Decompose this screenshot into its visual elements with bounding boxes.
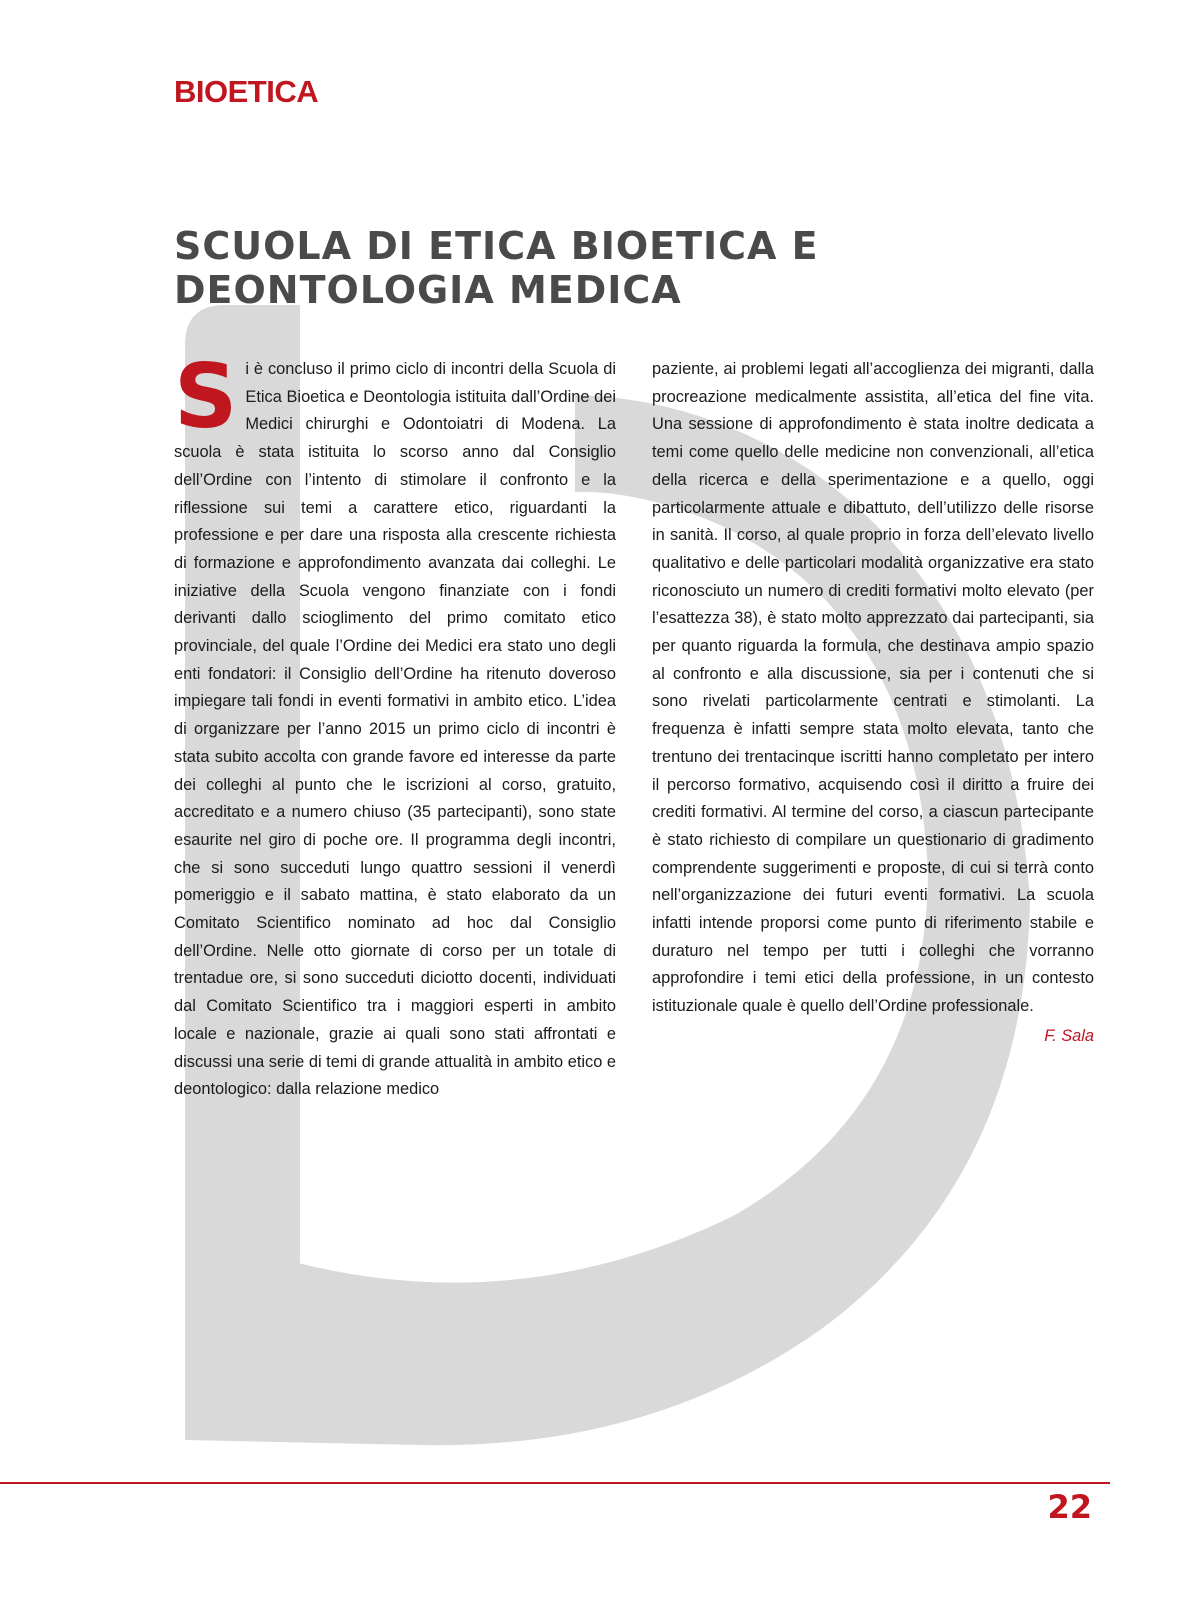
article-body (174, 345, 1094, 1104)
footer-divider (0, 1482, 1110, 1484)
text-column-left (174, 345, 616, 1104)
paragraph-left (174, 345, 616, 1104)
text-column-right (652, 356, 1094, 1104)
page-number: 22 (1047, 1488, 1092, 1526)
article-title (174, 224, 1074, 312)
article-title-line-2: DEONTOLOGIA MEDICA (174, 268, 682, 312)
paragraph-right: paziente, ai problemi legati all’accoglienza dei migranti, dalla procreazione medicalmente assistita, all’etica del fine vita. Una sessione di approfondimento è stata inoltre dedicata a temi come quello delle medicine non convenzionali, all’etica della ricerca e della sperimentazione e a quello, oggi particolarmente attuale e dibattuto, dell’utilizzo delle risorse in sanità. Il corso, al quale proprio in forza dell’elevato livello qualitativo e delle particolari modalità organizzative era stato riconosciuto un numero di crediti formativi molto elevato (per l’esattezza 38), è stato molto apprezzato dai partecipanti, sia per quanto riguarda la formula, che destinava ampio spazio al confronto e alla discussione, sia per i contenuti che si sono rivelati particolarmente centrati e stimolanti. La frequenza è infatti sempre stata molto elevata, tanto che trentuno dei trentacinque iscritti hanno completato per intero il percorso formativo, acquisendo così il diritto a fruire dei crediti formativi. Al termine del corso, a ciascun partecipante è stato richiesto di compilare un questionario di gradimento comprendente suggerimenti e proposte, di cui si terrà conto nell’organizzazione dei futuri eventi formativi. La scuola infatti intende proporsi come punto di riferimento stabile e duraturo nel tempo per tutti i colleghi che vorranno approfondire i temi etici della professione, in un contesto istituzionale quale è quello dell’Ordine professionale. (652, 360, 1094, 1016)
drop-cap: S (174, 345, 238, 448)
author-signature: F. Sala (1044, 1026, 1094, 1045)
article-title-line-1: SCUOLA DI ETICA BIOETICA E (174, 224, 819, 268)
column-left-text: i è concluso il primo ciclo di incontri della Scuola di Etica Bioetica e Deontologia istituita dall’Ordine dei Medici chirurghi e Odontoiatri di Modena. La scuola è stata istituita lo scorso anno dal Consiglio dell’Ordine con l’intento di stimolare il confronto e la riflessione sui temi a carattere etico, riguardanti la professione e per dare una risposta alla crescente richiesta di formazione e approfondimento avanzata dai colleghi. Le iniziative della Scuola vengono finanziate con i fondi derivanti dallo scioglimento del primo comitato etico provinciale, del quale l’Ordine dei Medici era stato uno degli enti fondatori: il Consiglio dell’Ordine ha ritenuto doveroso impiegare tali fondi in eventi formativi in ambito etico. L’idea di organizzare per l’anno 2015 un primo ciclo di incontri è stata subito accolta con grande favore ed interesse da parte dei colleghi al punto che le iscrizioni al corso, gratuito, accreditato e a numero chiuso (35 partecipanti), sono state esaurite nel giro di poche ore. Il programma degli incontri, che si sono succeduti lungo quattro sessioni il venerdì pomeriggio e il sabato mattina, è stato elaborato da un Comitato Scientifico nominato ad hoc dal Consiglio dell’Ordine. Nelle otto giornate di corso per un totale di trentadue ore, si sono succeduti diciotto docenti, individuati dal Comitato Scientifico tra i maggiori esperti in ambito locale e nazionale, grazie ai quali sono stati affrontati e discussi una serie di temi di grande attualità in ambito etico e deontologico: dalla relazione medico (174, 360, 616, 1099)
section-label: BIOETICA (174, 74, 319, 109)
